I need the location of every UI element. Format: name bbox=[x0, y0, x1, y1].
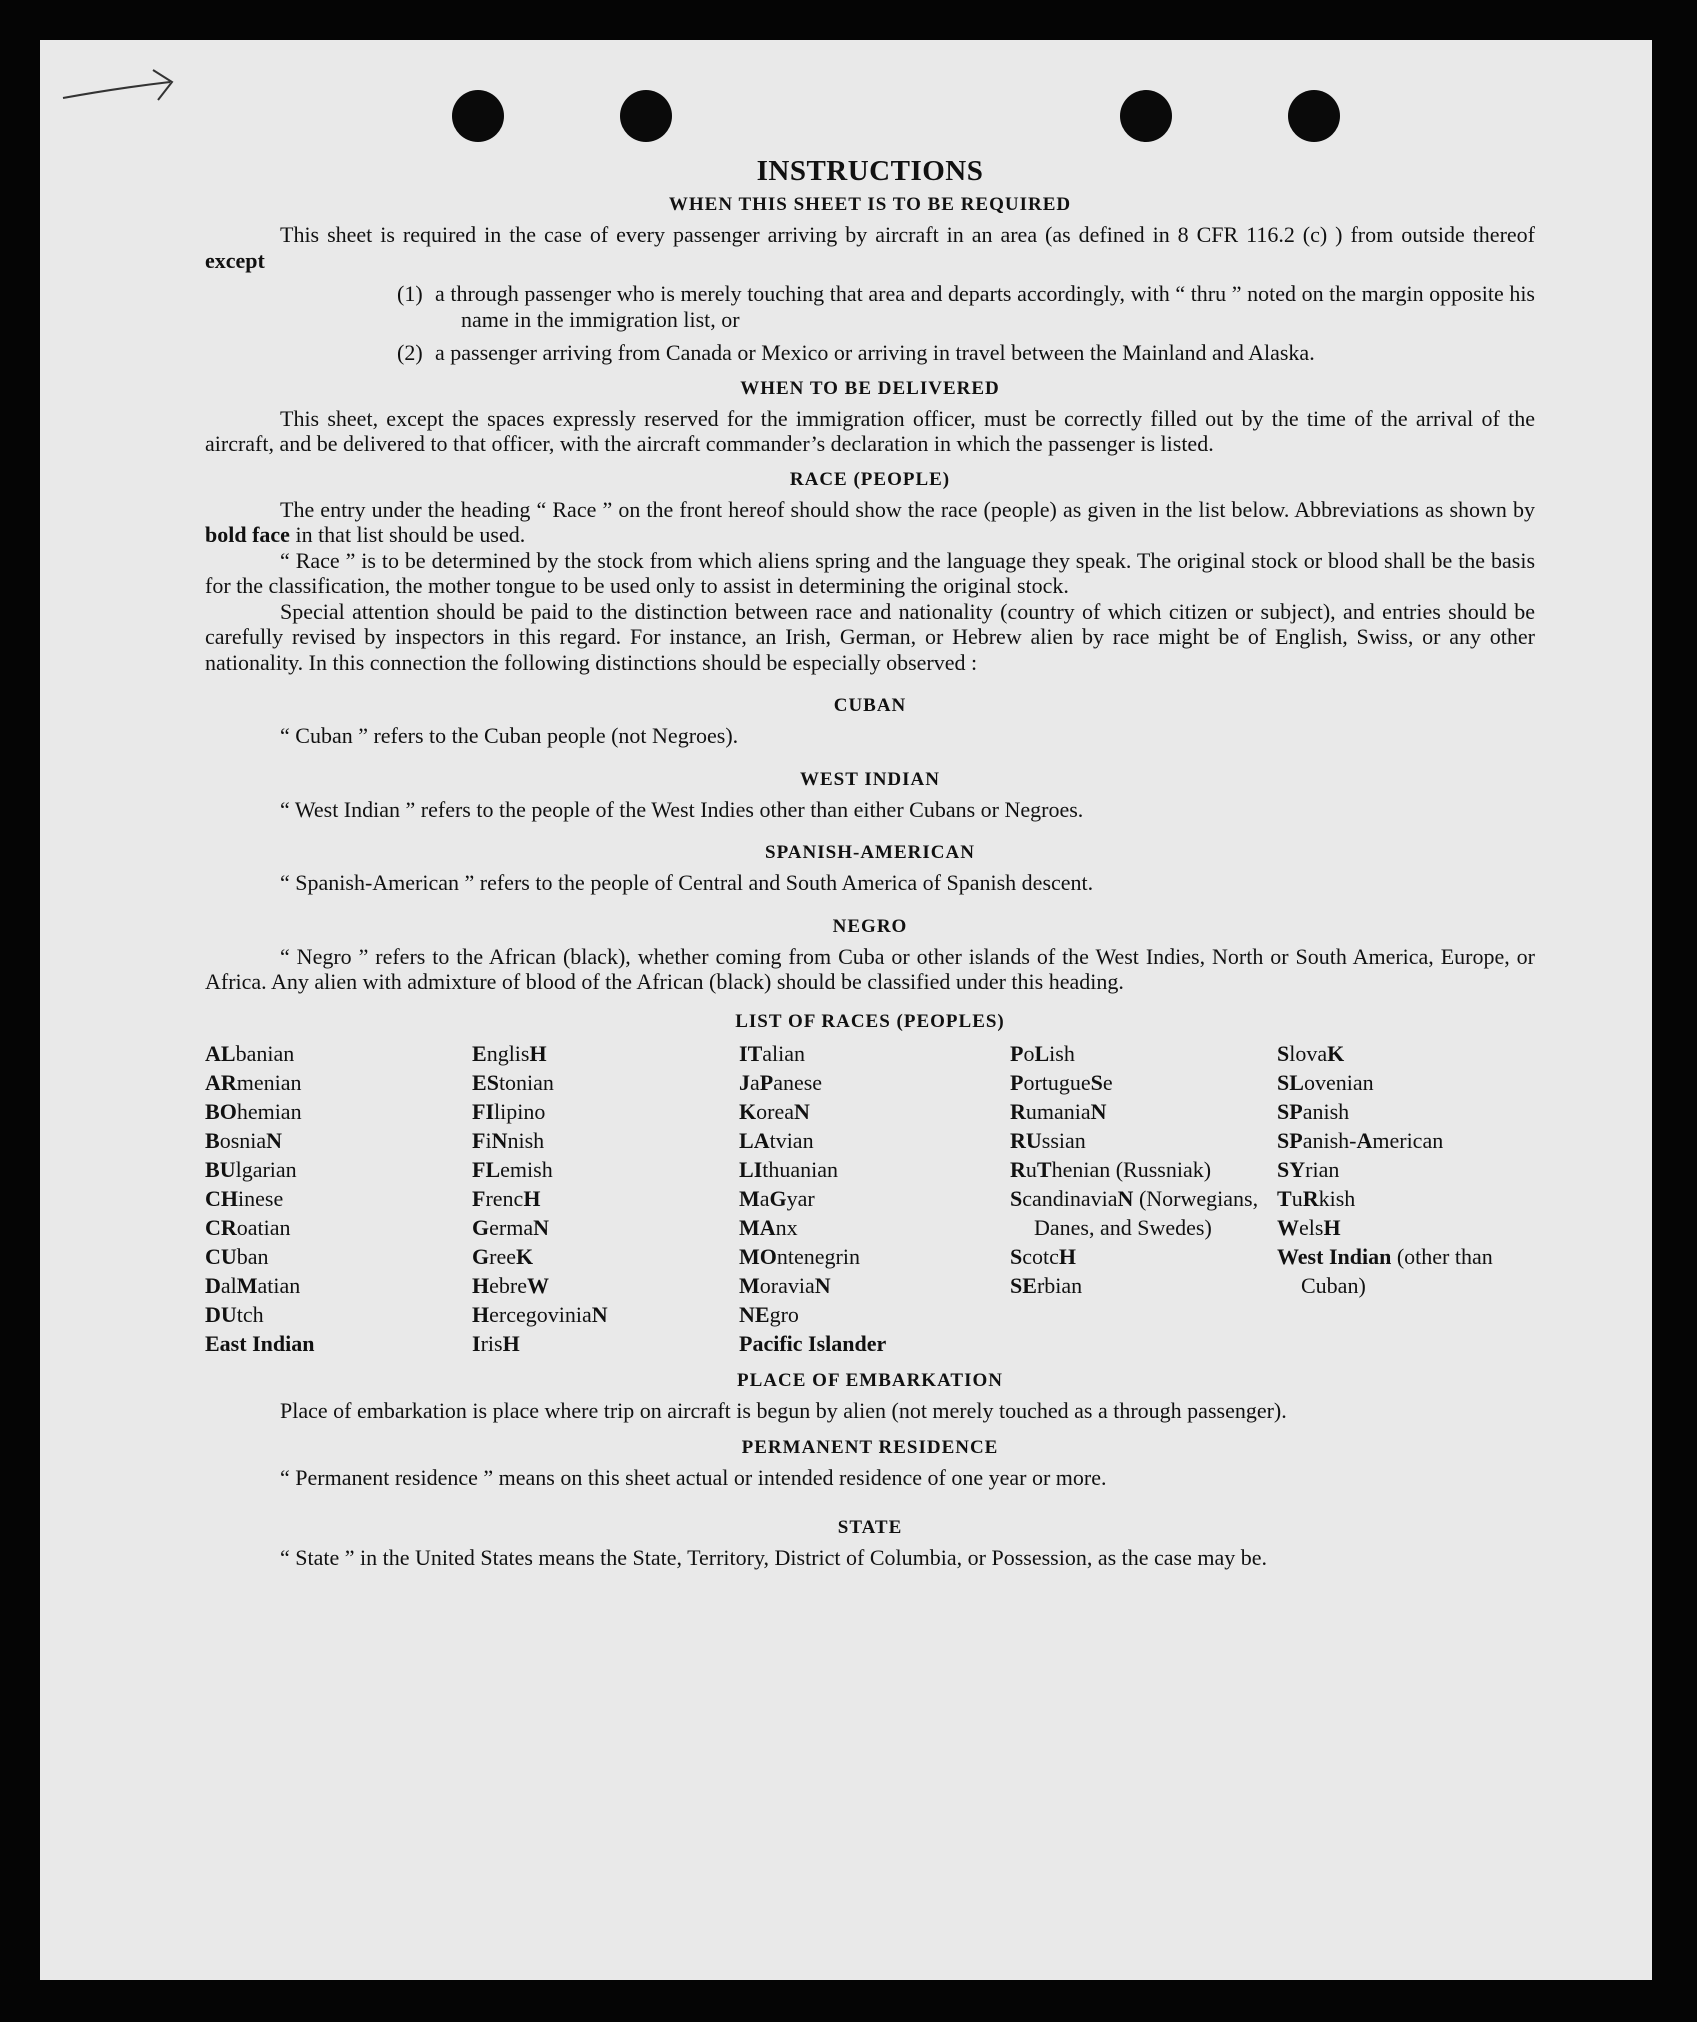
race-entry: RuThenian (Russniak) bbox=[1010, 1156, 1212, 1182]
races-list bbox=[205, 1039, 1535, 1358]
race-entry: KoreaN bbox=[739, 1098, 810, 1124]
race-entry: MOntenegrin bbox=[739, 1243, 860, 1269]
race-entry: GermaN bbox=[472, 1214, 549, 1240]
race-entry: PortugueSe bbox=[1010, 1069, 1113, 1095]
race-entry: MAnx bbox=[739, 1214, 798, 1240]
page-title: INSTRUCTIONS bbox=[756, 155, 984, 187]
race-entry: ScandinaviaN (Norwegians, Danes, and Swedes) bbox=[1010, 1185, 1259, 1240]
cuban-text: “ Cuban ” refers to the Cuban people (not Negroes). bbox=[280, 723, 739, 748]
race-entry: ScotcH bbox=[1010, 1243, 1077, 1269]
race-entry: Pacific Islander bbox=[739, 1330, 887, 1356]
punch-hole bbox=[452, 90, 504, 142]
race-paragraph-2: “ Race ” is to be determined by the stock from which aliens spring and the language they speak. The original stock or blood shall be the basis for the classification, the mother tongue to be used only to assist in determining the original stock. bbox=[205, 547, 1535, 598]
race-entry: LIthuanian bbox=[739, 1156, 839, 1182]
race-entry: BUlgarian bbox=[205, 1156, 297, 1182]
race-entry: RUssian bbox=[1010, 1127, 1086, 1153]
race-entry: FIlipino bbox=[472, 1098, 546, 1124]
section-heading-negro: NEGRO bbox=[832, 915, 908, 937]
race-paragraph-1: The entry under the heading “ Race ” on the front hereof should show the race (people) as given in the list below. Abbreviations as shown by bold face in that list should be used. bbox=[205, 496, 1535, 547]
race-entry: PoLish bbox=[1010, 1040, 1075, 1066]
race-entry: SErbian bbox=[1010, 1272, 1083, 1298]
section-heading-list-of-races: LIST OF RACES (PEOPLES) bbox=[735, 1010, 1005, 1032]
race-entry: ARmenian bbox=[205, 1069, 302, 1095]
section-heading-west-indian: WEST INDIAN bbox=[800, 768, 940, 790]
race-entry: LAtvian bbox=[739, 1127, 814, 1153]
punch-hole bbox=[1120, 90, 1172, 142]
race-entry: EStonian bbox=[472, 1069, 554, 1095]
document-page bbox=[40, 40, 1652, 1980]
races-column bbox=[1277, 1039, 1527, 1358]
race-paragraph-3: Special attention should be paid to the distinction between race and nationality (country of which citizen or subject), and entries should be carefully revised by inspectors in this regard. For instance, an Irish, German, or Hebrew alien by race might be of English, Swiss, or any other nationality. In this connection the following distinctions should be especially observed : bbox=[205, 598, 1535, 675]
race-entry: SPanish-American bbox=[1277, 1127, 1444, 1153]
race-entry: BOhemian bbox=[205, 1098, 302, 1124]
races-column bbox=[1010, 1039, 1277, 1358]
race-entry: SLovenian bbox=[1277, 1069, 1374, 1095]
section-heading-cuban: CUBAN bbox=[833, 695, 907, 716]
race-entry: CUban bbox=[205, 1243, 269, 1269]
section-heading-permanent-residence: PERMANENT RESIDENCE bbox=[741, 1437, 999, 1458]
instructions-content bbox=[205, 155, 1535, 1570]
race-entry: FiNnish bbox=[472, 1127, 545, 1153]
west-indian-text: “ West Indian ” refers to the people of the West Indies other than either Cubans or Negroes. bbox=[280, 796, 1084, 822]
when-required-intro: This sheet is required in the case of every passenger arriving by aircraft in an area (as defined in 8 CFR 116.2 (c) ) from outside thereof except bbox=[205, 222, 1535, 273]
race-entry: MaGyar bbox=[739, 1185, 815, 1211]
spanish-american-text: “ Spanish-American ” refers to the people of Central and South America of Spanish descent. bbox=[280, 870, 1094, 895]
races-column bbox=[472, 1039, 739, 1358]
race-entry: SlovaK bbox=[1277, 1040, 1345, 1066]
exception-item-2: (2) a passenger arriving from Canada or Mexico or arriving in travel between the Mainland and Alaska. bbox=[397, 340, 1315, 365]
punch-hole bbox=[620, 90, 672, 142]
race-entry: HebreW bbox=[472, 1272, 549, 1298]
race-entry: TuRkish bbox=[1277, 1185, 1356, 1211]
race-entry: ITalian bbox=[739, 1040, 806, 1066]
section-heading-when-required: WHEN THIS SHEET IS TO BE REQUIRED bbox=[668, 194, 1072, 215]
race-entry: IrisH bbox=[472, 1330, 520, 1356]
race-entry: RumaniaN bbox=[1010, 1098, 1107, 1124]
race-entry: NEgro bbox=[739, 1301, 799, 1327]
race-entry: FrencH bbox=[472, 1185, 541, 1211]
race-entry: CRoatian bbox=[205, 1214, 291, 1240]
section-heading-embarkation: PLACE OF EMBARKATION bbox=[737, 1369, 1003, 1391]
race-entry: BosniaN bbox=[205, 1127, 283, 1153]
section-heading-state: STATE bbox=[837, 1516, 903, 1538]
state-text: “ State ” in the United States means the State, Territory, District of Columbia, or Possession, as the case may be. bbox=[280, 1544, 1268, 1570]
race-entry: DUtch bbox=[205, 1301, 264, 1327]
negro-text: “ Negro ” refers to the African (black), whether coming from Cuba or other islands of the West Indies, North or South America, Europe, or Africa. Any alien with admixture of blood of the African (black) should be classified under this heading. bbox=[205, 943, 1535, 994]
section-heading-spanish-american: SPANISH-AMERICAN bbox=[765, 842, 975, 863]
exception-item-1: (1) a through passenger who is merely touching that area and departs accordingly, with “ thru ” noted on the margin opposite his name in the immigration list, or bbox=[397, 281, 1535, 332]
race-entry: ALbanian bbox=[205, 1040, 295, 1066]
race-entry: CHinese bbox=[205, 1185, 284, 1211]
handwritten-arrow-mark bbox=[58, 58, 178, 108]
race-entry: East Indian bbox=[205, 1330, 315, 1356]
race-entry: WelsH bbox=[1277, 1214, 1341, 1240]
race-entry: FLemish bbox=[472, 1156, 553, 1182]
section-heading-when-delivered: WHEN TO BE DELIVERED bbox=[740, 377, 1000, 399]
when-delivered-text: This sheet, except the spaces expressly reserved for the immigration officer, must be correctly filled out by the time of the arrival of the aircraft, and be delivered to that officer, with the aircraft commander’s declaration in which the passenger is listed. bbox=[205, 405, 1535, 456]
race-entry: EnglisH bbox=[472, 1040, 547, 1066]
race-entry: SPanish bbox=[1277, 1098, 1350, 1124]
races-column bbox=[739, 1039, 1010, 1358]
race-entry: JaPanese bbox=[739, 1069, 823, 1095]
race-entry: HercegoviniaN bbox=[472, 1301, 608, 1327]
section-heading-race: RACE (PEOPLE) bbox=[789, 468, 951, 490]
permanent-residence-text: “ Permanent residence ” means on this sheet actual or intended residence of one year or more. bbox=[280, 1465, 1107, 1490]
embarkation-text: Place of embarkation is place where trip on aircraft is begun by alien (not merely touched as a through passenger). bbox=[280, 1397, 1287, 1423]
punch-hole bbox=[1288, 90, 1340, 142]
race-entry: MoraviaN bbox=[739, 1272, 831, 1298]
races-column bbox=[205, 1039, 472, 1358]
race-entry: West Indian (other than Cuban) bbox=[1277, 1243, 1493, 1298]
race-entry: SYrian bbox=[1277, 1156, 1340, 1182]
race-entry: GreeK bbox=[472, 1243, 534, 1269]
race-entry: DalMatian bbox=[205, 1272, 301, 1298]
